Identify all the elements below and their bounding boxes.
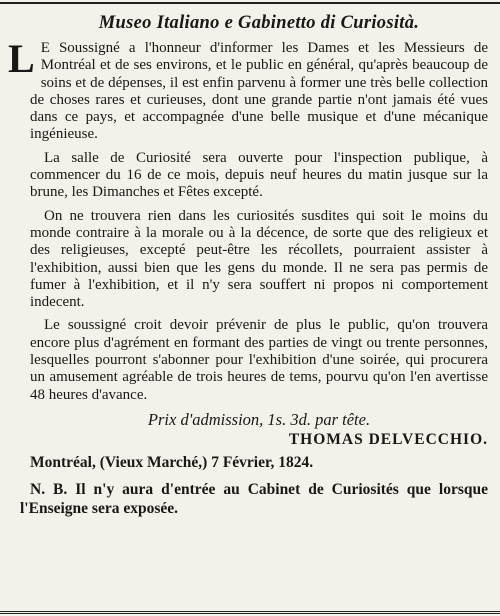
dateline: Montréal, (Vieux Marché,) 7 Février, 1824.	[30, 453, 314, 471]
signature: THOMAS DELVECCHIO.	[288, 430, 488, 448]
bottom-rule	[0, 611, 500, 614]
notice-title: Museo Italiano e Gabinetto di Curiosità.	[98, 13, 420, 33]
paragraph-intro-text: E Soussigné a l'honneur d'informer les Dames et les Messieurs de Montréal et de ses environs, et le public en général, qu'après beaucoup de soins et de dépenses, il est enfin parvenu à former une très belle collection de choses rares et curieuses, dont une grande partie n'ont jamais été vues dans ce pays, et accompagnée d'une belle musique et d'une mécanique ingénieuse.	[30, 40, 488, 143]
paragraph-hours: La salle de Curiosité sera ouverte pour l'inspection publique, à commencer du 16 de ce mois, depuis neuf heures du matin jusque sur la brune, les Dimanches et Fêtes excepté.	[30, 149, 488, 201]
paragraph-parties: Le soussigné croit devoir prévenir de plus le public, qu'on trouvera encore plus d'agrément en formant des parties de vingt ou trente personnes, lesquelles pourront s'abonner pour l'exhibition d'une soirée, qui procurera un amusement agréable de trois heures de tems, pourvu qu'on l'en avertisse 48 heures d'avance.	[30, 317, 488, 403]
paragraph-morality: On ne trouvera rien dans les curiosités susdites qui soit le moins du monde contraire à la morale ou à la décence, de sorte que des religieux et des religieuses, excepté peut-être les récollets, pourraient assister à l'exhibition, aussi bien que les gens du monde. Il ne sera pas permis de fumer à l'exhibition, et il n'y sera souffert ni propos ni comportement indecent.	[30, 207, 488, 311]
paragraph-intro	[8, 36, 488, 144]
nota-bene: N. B. Il n'y aura d'entrée au Cabinet de Curiosités que lorsque l'Enseigne sera exposée.	[20, 480, 488, 517]
top-rule	[0, 2, 500, 4]
drop-cap: L	[8, 36, 35, 81]
admission-price: Prix d'admission, 1s. 3d. par tête.	[147, 409, 371, 429]
